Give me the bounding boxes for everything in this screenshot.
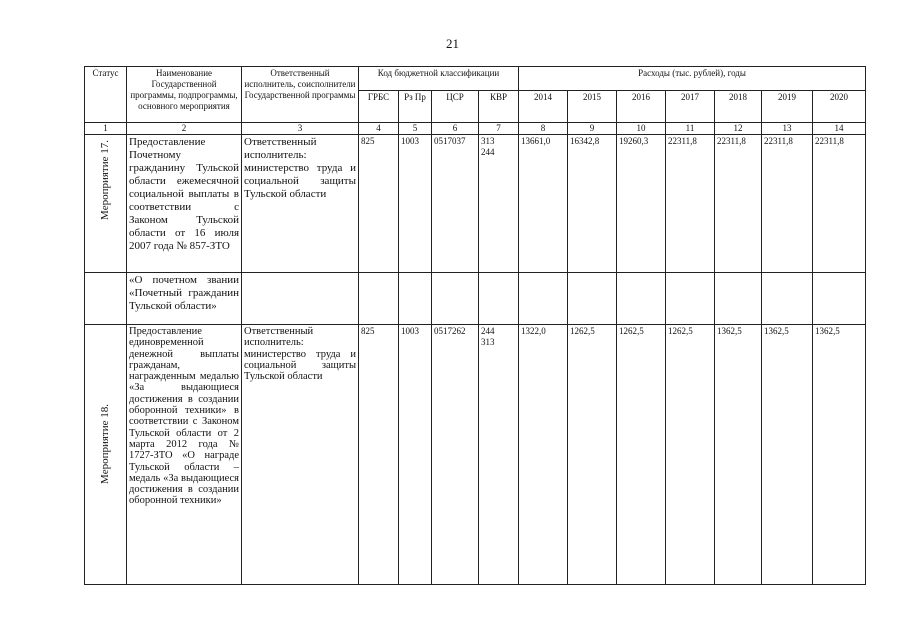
expense-2018: 22311,8	[715, 135, 762, 273]
empty-cell	[432, 273, 479, 325]
empty-cell	[359, 273, 399, 325]
measure-name: Предоставление единовременной денежной выплаты гражданам, награжденным медалью «За выдающиеся достижения в создании оборонной техники» в соответствии с Законом Тульской области от 2 марта 2012 года № 1727-ЗТО «О награде Тульской области – медаль «За выдающиеся достижения в создании оборонной техники»	[127, 325, 242, 585]
column-number-row	[85, 123, 866, 135]
measure-name-continued: «О почетном звании «Почетный гражданин Тульской области»	[127, 273, 242, 325]
kvr-value: 313	[481, 337, 495, 347]
status-cell-empty	[85, 273, 127, 325]
status-label: Мероприятие 17.	[99, 140, 111, 220]
header-year-2014: 2014	[519, 91, 568, 123]
measure-executor: Ответственный исполнитель: министерство труда и социальной защиты Тульской области	[242, 135, 359, 273]
column-number: 3	[242, 123, 359, 135]
header-year-2018: 2018	[715, 91, 762, 123]
column-number: 9	[568, 123, 617, 135]
header-budget-codes: Код бюджетной классификации	[359, 67, 519, 91]
expense-2016: 1262,5	[617, 325, 666, 585]
column-number: 4	[359, 123, 399, 135]
header-rzpr: Рз Пр	[399, 91, 432, 123]
header-year-2016: 2016	[617, 91, 666, 123]
expense-2017: 22311,8	[666, 135, 715, 273]
status-cell	[85, 325, 127, 585]
empty-cell	[762, 273, 813, 325]
expense-2014: 1322,0	[519, 325, 568, 585]
header-status: Статус	[85, 67, 127, 123]
column-number: 2	[127, 123, 242, 135]
measure-executor: Ответственный исполнитель: министерство труда и социальной защиты Тульской области	[242, 325, 359, 585]
column-number: 11	[666, 123, 715, 135]
expense-2019: 1362,5	[762, 325, 813, 585]
expense-2015: 1262,5	[568, 325, 617, 585]
column-number: 12	[715, 123, 762, 135]
kvr-value: 244	[481, 147, 495, 157]
empty-cell	[519, 273, 568, 325]
expense-2019: 22311,8	[762, 135, 813, 273]
status-label: Мероприятие 18.	[99, 404, 111, 484]
column-number: 7	[479, 123, 519, 135]
table-row-measure-18	[85, 325, 866, 585]
empty-cell	[399, 273, 432, 325]
status-cell	[85, 135, 127, 273]
expense-2020: 1362,5	[813, 325, 866, 585]
expense-2015: 16342,8	[568, 135, 617, 273]
header-kvr: КВР	[479, 91, 519, 123]
table-row-measure-17	[85, 135, 866, 273]
column-number: 5	[399, 123, 432, 135]
header-year-2020: 2020	[813, 91, 866, 123]
empty-cell	[617, 273, 666, 325]
empty-cell	[568, 273, 617, 325]
expense-2020: 22311,8	[813, 135, 866, 273]
kvr-value: 244	[481, 326, 495, 336]
kvr-code	[479, 325, 519, 585]
column-number: 1	[85, 123, 127, 135]
column-number: 10	[617, 123, 666, 135]
expense-2016: 19260,3	[617, 135, 666, 273]
empty-cell	[479, 273, 519, 325]
header-year-2015: 2015	[568, 91, 617, 123]
kvr-code	[479, 135, 519, 273]
header-csr: ЦСР	[432, 91, 479, 123]
header-name: Наименование Государственной программы, подпрограммы, основного мероприятия	[127, 67, 242, 123]
column-number: 13	[762, 123, 813, 135]
measure-name: Предоставление Почетному гражданину Тульской области ежемесячной социальной выплаты в соответствии с Законом Тульской области от 16 июля 2007 года № 857-ЗТО	[127, 135, 242, 273]
header-year-2019: 2019	[762, 91, 813, 123]
expense-2017: 1262,5	[666, 325, 715, 585]
budget-table	[84, 66, 866, 585]
rzpr-code: 1003	[399, 135, 432, 273]
grbs-code: 825	[359, 325, 399, 585]
column-number: 8	[519, 123, 568, 135]
grbs-code: 825	[359, 135, 399, 273]
table-row-measure-17-continued	[85, 273, 866, 325]
rzpr-code: 1003	[399, 325, 432, 585]
csr-code: 0517262	[432, 325, 479, 585]
header-grbs: ГРБС	[359, 91, 399, 123]
expense-2018: 1362,5	[715, 325, 762, 585]
empty-cell	[813, 273, 866, 325]
csr-code: 0517037	[432, 135, 479, 273]
empty-cell	[715, 273, 762, 325]
header-year-2017: 2017	[666, 91, 715, 123]
column-number: 14	[813, 123, 866, 135]
expense-2014: 13661,0	[519, 135, 568, 273]
empty-cell	[666, 273, 715, 325]
empty-cell	[242, 273, 359, 325]
kvr-value: 313	[481, 136, 495, 146]
header-row-1	[85, 67, 866, 91]
header-expenses: Расходы (тыс. рублей), годы	[519, 67, 866, 91]
header-executor: Ответственный исполнитель, соисполнители Государственной программы	[242, 67, 359, 123]
column-number: 6	[432, 123, 479, 135]
page-number: 21	[446, 36, 459, 51]
